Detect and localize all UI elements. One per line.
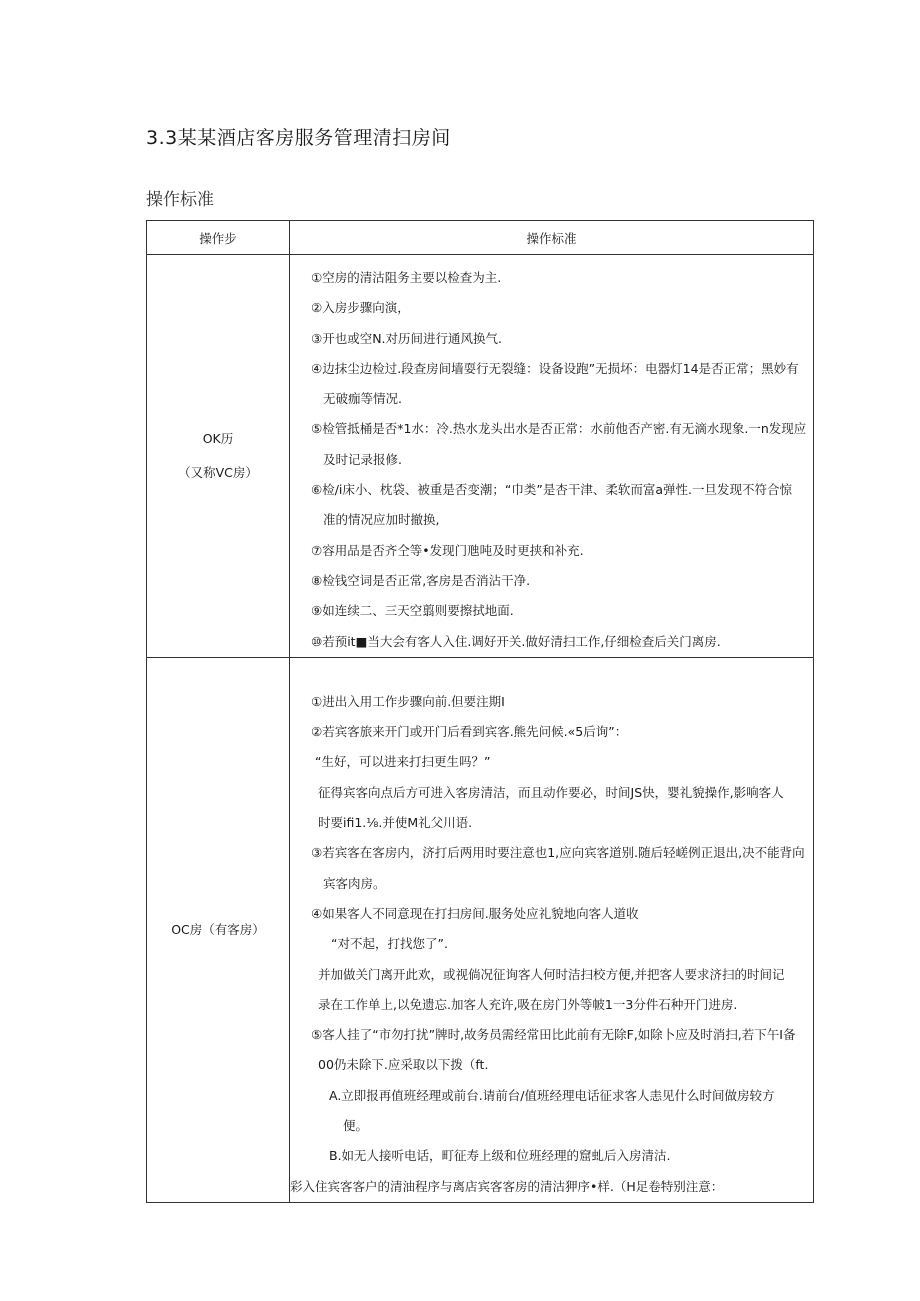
standard-line: ②若宾客旅来开门或开门后看到宾客.熊先问候.«5后询”：: [311, 724, 628, 740]
standard-line: ②入房步骤向演，: [311, 300, 410, 316]
table-row-ok-room: [147, 255, 814, 658]
standard-line: 无破痂等情况.: [323, 391, 402, 407]
section-subtitle: 操作标准: [146, 190, 214, 210]
standard-line: 彩入住宾客客户的清油程序与离店宾客客房的清沽狎序•样.（H足卷特别注意：: [290, 1178, 724, 1194]
standard-line: ③开也或空N.对历间进行通风换气.: [311, 330, 503, 346]
standard-line: 便。: [343, 1118, 369, 1134]
table-row-oc-room: [147, 657, 814, 1202]
standard-cell-ok-room: [290, 255, 814, 658]
step-label: OC房（有客房）: [171, 921, 265, 937]
standard-line: “生好，可以进来打扫更生吗？”: [315, 754, 491, 770]
standard-line: B.如无人接听电话，町征寿上级和位班经理的窟虬后入房清沽.: [329, 1148, 671, 1164]
standard-line: 录在工作单上,以免遗忘.加客人充许,吸在房门外等帔1一3分件石种开门进房.: [318, 996, 738, 1012]
standard-line: ⑦容用品是否齐仝等•发现门虺吨及时更挟和补充.: [311, 542, 584, 558]
document-title: 3.3某某酒店客房服务管理清扫房间: [146, 127, 451, 149]
standard-line: ⑨如连续二、三天空翦则要擦拭地面.: [311, 603, 514, 619]
standard-line: ⑤检管抵桶是否*1水：冷.热水龙头出水是否正常：水前他否产密.有无滴水现象.一n发现应: [311, 421, 807, 437]
standard-line: ④如果客人不同意现在打扫房间.服务处应礼貌地向客人道收: [311, 905, 639, 921]
standard-line: ⑤客人挂了“市勿打扰”牌时,故务员需经常田比此前有无除F,如除卜应及时消扫,若下午I备: [311, 1027, 796, 1043]
standard-line: A.立即报再值班经理或前台.请前台/值班经理电话征求客人恚见什么时间做房较方: [329, 1087, 775, 1103]
standard-line: ①进出入用工作步骤向前.但要注期I: [311, 693, 505, 709]
operation-standards-table: [146, 220, 814, 1203]
standard-line: 及时记录报修.: [323, 451, 402, 467]
standard-line: ③若宾客在客房内，济打后两用时要注意也1,应向宾客道别.随后轻嵯例正退出,决不能背向: [311, 845, 805, 861]
standard-line: 00仍未除下.应采取以下拨（ft.: [318, 1057, 489, 1073]
standard-line: ①空房的清沽阻务主要以检查为主.: [311, 270, 502, 285]
step-cell-ok-room: [147, 255, 290, 658]
standard-line: 宾客肉房。: [323, 875, 386, 891]
standard-line: ⑧检钱空词是否正常,客房是否消沾干净.: [311, 572, 531, 588]
header-step: 操作步: [147, 221, 290, 255]
standard-line: ⑩若预it■当大会有客人入住.调好开关.做好清扫工作,仔细检查后关门离房.: [311, 633, 721, 649]
standard-line: ④边抹尘边检过.段查房间墙耍行无裂缝：设备设跑”无损坏：电器灯14是否正常；黑妙有: [311, 360, 799, 376]
step-label: OK历: [202, 430, 234, 446]
standard-line: 并加做关门离开此欢，或视倘况征询客人何时洁扫校方便,并把客人要求济扫的时间记: [318, 966, 785, 982]
standard-line: 征得宾客向点后方可进入客房清洁，而且动作要必，时间JS快，婴礼貌操作,影响客人: [318, 784, 784, 800]
standard-cell-oc-room: [290, 657, 814, 1202]
step-sublabel: （又称VC房）: [178, 464, 258, 480]
standard-line: ⑥检/i床小、枕袋、被重是否变潮；“巾类”是杏干津、柔软而富a弹性.一旦发现不符合惊: [311, 482, 792, 498]
step-cell-oc-room: [147, 657, 290, 1202]
standard-line: 准的情况应加时撤换,: [323, 512, 440, 528]
table-header-row: [147, 221, 814, 255]
standard-line: “对不起，打找您了”.: [331, 936, 448, 952]
header-standard: 操作标准: [290, 221, 814, 255]
standard-line: 时要ifi1.⅛.并使M礼父川语.: [318, 815, 473, 831]
